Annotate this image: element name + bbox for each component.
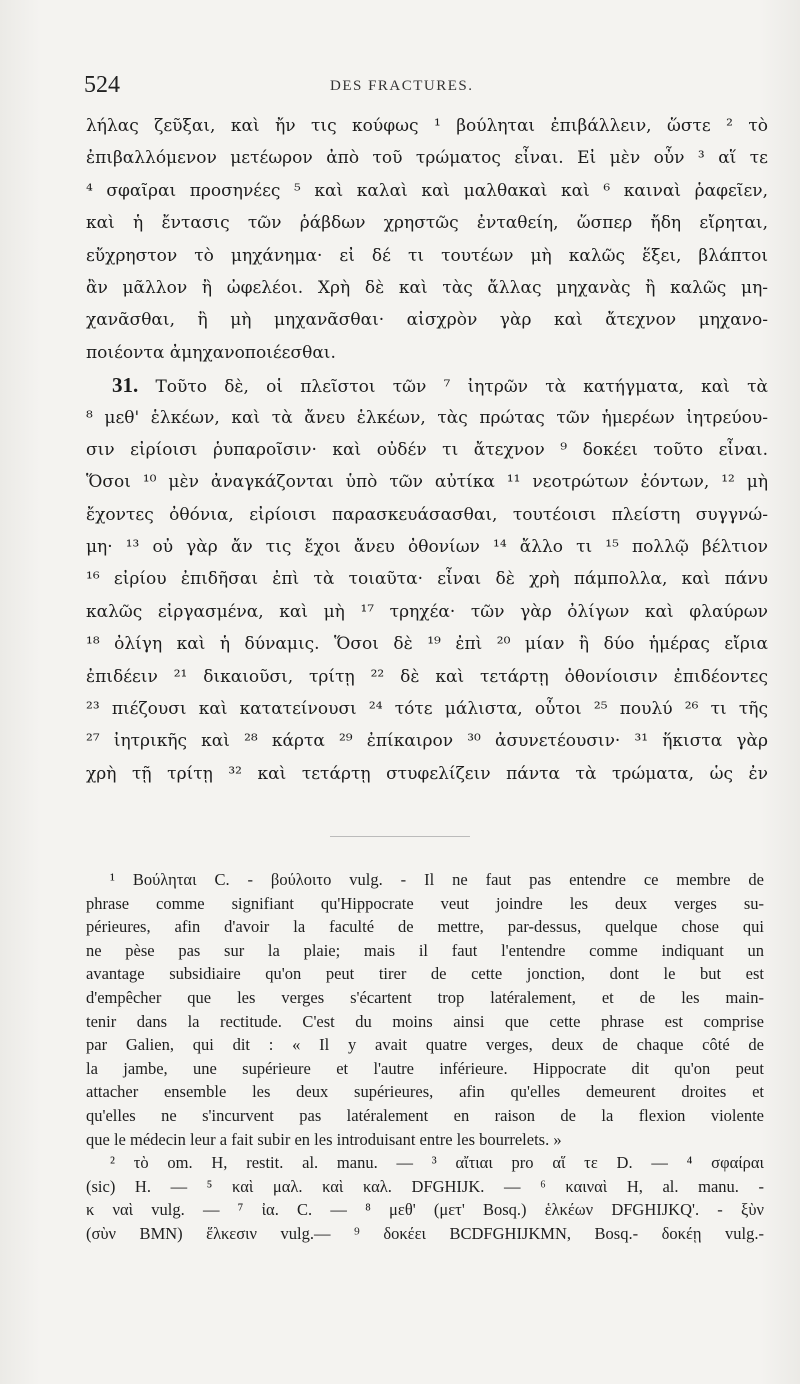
text-line: ἂν μᾶλλον ἢ ὠφελέοι. Χρὴ δὲ καὶ τὰς ἄλλας μηχανὰς ἢ καλῶς μη- [86,277,768,298]
text-line: ²⁷ ἰητρικῆς καὶ ²⁸ κάρτα ²⁹ ἐπίκαιρον ³⁰ ἀσυνετέουσιν· ³¹ ἥκιστα γὰρ [86,731,768,752]
footnotes [86,868,764,1246]
text-line: ⁸ μεθ' ἑλκέων, καὶ τὰ ἄνευ ἑλκέων, τὰς πρώτας τῶν ἡμερέων ἰητρεύου- [86,407,768,428]
paragraph-number: 31. [112,373,139,398]
text-line: καλῶς εἰργασμένα, καὶ μὴ ¹⁷ τρηχέα· τῶν γὰρ ὀλίγων καὶ φλαύρων [86,601,768,622]
footnote-line: κ ναὶ vulg. — ⁷ ἰα. C. — ⁸ μεθ' (μετ' Bosq.) ἑλκέων DFGHIJKQ'. - ξὺν [86,1200,764,1220]
running-title: DES FRACTURES. [330,78,474,94]
text-line: καὶ ἡ ἔντασις τῶν ῥάβδων χρηστῶς ἐνταθείη, ὥσπερ ἤδη εἴρηται, [86,213,768,234]
footnote-line: par Galien, qui dit : « Il y avait quatre verges, deux de chaque côté de [86,1035,764,1055]
text-line: σιν εἰρίοισι ῥυπαροῖσιν· καὶ οὐδέν τι ἄτεχνον ⁹ δοκέει τοῦτο εἶναι. [86,439,768,460]
text-line: ἔχοντες ὀθόνια, εἰρίοισι παρασκευάσασθαι, τουτέοισι πλείστη συγγνώ- [86,504,768,525]
footnote-line: ² τὸ om. H, restit. al. manu. — ³ αἴτιαι pro αἵ τε D. — ⁴ σφαίραι [110,1153,764,1173]
text-line: Ὅσοι ¹⁰ μὲν ἀναγκάζονται ὑπὸ τῶν αὐτίκα ¹¹ νεοτρώτων ἐόντων, ¹² μὴ [86,472,768,493]
text-line: ἐπιδέειν ²¹ δικαιοῦσι, τρίτῃ ²² δὲ καὶ τετάρτῃ ὀθονίοισιν ἐπιδέοντες [86,666,768,687]
footnote-line: périeures, afin d'avoir la faculté de mettre, par-dessus, quelque chose qui [86,917,764,937]
page-number: 524 [84,72,120,98]
footnote-divider [330,836,470,837]
footnote-line: avantage subsidiaire qu'on peut tirer de cette jonction, dont le but est [86,964,764,984]
footnote-line: phrase comme signifiant qu'Hippocrate veut joindre les deux verges su- [86,893,764,913]
text-line: Τοῦτο δὲ, οἱ πλεῖστοι τῶν ⁷ ἰητρῶν τὰ κατήγματα, καὶ τὰ [155,377,768,398]
footnote-line: ne pèse pas sur la plaie; mais il faut l'entendre comme indiquant un [86,940,764,960]
footnote-line: d'empêcher que les verges s'écartent trop latéralement, et de les main- [86,987,764,1007]
text-line: λήλας ζεῦξαι, καὶ ἤν τις κούφως ¹ βούληται ἐπιβάλλειν, ὥστε ² τὸ [86,116,768,136]
footnote-line: ¹ Βούληται C. - βούλοιτο vulg. - Il ne faut pas entendre ce membre de [110,870,764,889]
footnote-line: tenir dans la rectitude. C'est du moins ainsi que cette phrase est comprise [86,1011,764,1031]
footnote-line: (σὺν BMN) ἕλκεσιν vulg.— ⁹ δοκέει BCDFGHIJKMN, Bosq.- δοκέῃ vulg.- [86,1223,764,1243]
paragraph-start-line [86,369,768,401]
text-line: μη· ¹³ οὐ γὰρ ἄν τις ἔχοι ἄνευ ὀθονίων ¹⁴ ἄλλο τι ¹⁵ πολλῷ βέλτιον [86,537,768,558]
page-header [84,72,764,102]
text-line: εὔχρηστον τὸ μηχάνημα· εἰ δέ τι τουτέων μὴ καλῶς ἕξει, βλάπτοι [86,245,768,266]
footnote-line: (sic) H. — ⁵ καὶ μαλ. καὶ καλ. DFGHIJK. — ⁶ καιναὶ H, al. manu. - [86,1176,764,1196]
footnote-line: la jambe, une supérieure et l'autre inférieure. Hippocrate dit qu'on peut [86,1058,764,1078]
text-line: ²³ πιέζουσι καὶ κατατείνουσι ²⁴ τότε μάλιστα, οὗτοι ²⁵ πουλύ ²⁶ τι τῆς [86,699,768,720]
text-line: ποιέοντα ἀμηχανοποιέεσθαι. [86,342,336,363]
greek-body-text [86,110,768,790]
text-line: ἐπιβαλλόμενον μετέωρον ἀπὸ τοῦ τρώματος εἶναι. Εἰ μὲν οὖν ³ αἵ τε [86,148,768,169]
text-line: χανᾶσθαι, ἢ μὴ μηχανᾶσθαι· αἰσχρὸν γὰρ καὶ ἄτεχνον μηχανο- [86,310,768,331]
text-line: ¹⁸ ὀλίγη καὶ ἡ δύναμις. Ὅσοι δὲ ¹⁹ ἐπὶ ²⁰ μίαν ἢ δύο ἡμέρας εἴρια [86,634,768,655]
text-line: χρὴ τῇ τρίτῃ ³² καὶ τετάρτῃ στυφελίζειν πάντα τὰ τρώματα, ὡς ἐν [86,763,768,784]
text-line: ⁴ σφαῖραι προσηνέες ⁵ καὶ καλαὶ καὶ μαλθακαὶ καὶ ⁶ καιναὶ ῥαφεῖεν, [86,180,768,201]
footnote-line: qu'elles ne s'incurvent pas latéralement en raison de la flexion violente [86,1105,764,1125]
text-line: ¹⁶ εἰρίου ἐπιδῆσαι ἐπὶ τὰ τοιαῦτα· εἶναι δὲ χρὴ πάμπολλα, καὶ πάνυ [86,569,768,590]
footnote-line: que le médecin leur a fait subir en les introduisant entre les bourrelets. » [86,1129,562,1149]
footnote-line: attacher ensemble les deux supérieures, afin qu'elles demeurent droites et [86,1082,764,1102]
